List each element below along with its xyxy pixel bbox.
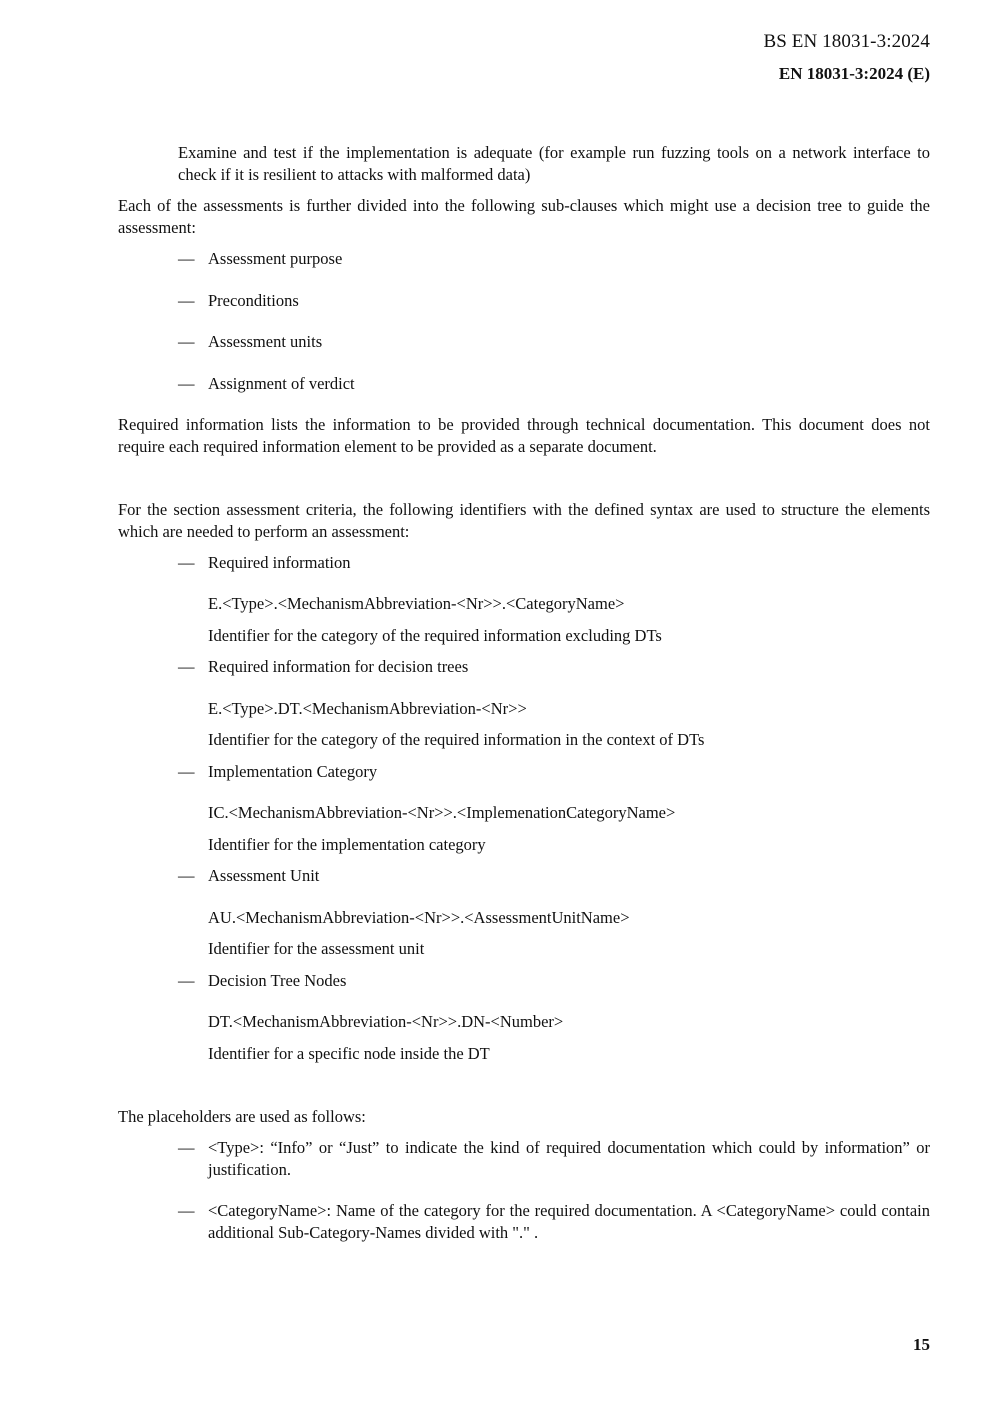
identifier-label xyxy=(178,552,930,574)
paragraph-subclauses-intro: Each of the assessments is further divided into the following sub-clauses which might use a decision tree to guide the assessment: xyxy=(118,196,930,237)
list-item-text: Assessment purpose xyxy=(208,249,343,268)
list-item-text: Preconditions xyxy=(208,291,299,310)
placeholder-text: <CategoryName>: Name of the category for the required documentation. A <CategoryName> could contain additional Sub-Category-Names divided with "." . xyxy=(208,1201,930,1242)
identifier-label-text: Assessment Unit xyxy=(208,866,320,885)
dash-bullet: — xyxy=(178,657,195,676)
dash-bullet: — xyxy=(178,1201,195,1220)
identifier-syntax: AU.<MechanismAbbreviation-<Nr>>.<AssessmentUnitName> xyxy=(208,908,630,927)
indented-paragraph: Examine and test if the implementation is adequate (for example run fuzzing tools on a network interface to check if it is resilient to attacks with malformed data) xyxy=(178,143,930,184)
identifier-label xyxy=(178,865,930,887)
identifier-description: Identifier for the category of the required information excluding DTs xyxy=(208,626,662,645)
list-item-subclause xyxy=(178,331,930,353)
dash-bullet: — xyxy=(178,762,195,781)
dash-bullet: — xyxy=(178,374,195,393)
identifier-description: Identifier for the category of the required information in the context of DTs xyxy=(208,730,705,749)
identifier-label-text: Decision Tree Nodes xyxy=(208,971,347,990)
paragraph-identifiers-intro: For the section assessment criteria, the following identifiers with the defined syntax are used to structure the elements which are needed to perform an assessment: xyxy=(118,500,930,541)
dash-bullet: — xyxy=(178,291,195,310)
identifier-label-text: Required information for decision trees xyxy=(208,657,469,676)
placeholder-text: <Type>: “Info” or “Just” to indicate the kind of required documentation which could by information” or justification. xyxy=(208,1138,930,1179)
identifier-syntax: IC.<MechanismAbbreviation-<Nr>>.<ImplemenationCategoryName> xyxy=(208,803,676,822)
identifier-label xyxy=(178,761,930,783)
page-number: 15 xyxy=(913,1335,930,1354)
identifier-syntax: DT.<MechanismAbbreviation-<Nr>>.DN-<Number> xyxy=(208,1012,564,1031)
list-item-placeholder xyxy=(178,1137,930,1181)
identifier-description: Identifier for the assessment unit xyxy=(208,939,425,958)
list-item-subclause xyxy=(178,373,930,395)
dash-bullet: — xyxy=(178,332,195,351)
identifier-label xyxy=(178,970,930,992)
list-item-placeholder xyxy=(178,1200,930,1244)
paragraph-required-information: Required information lists the information to be provided through technical documentation. This document does not require each required information element to be provided as a separate document. xyxy=(118,415,930,456)
identifier-description: Identifier for a specific node inside the DT xyxy=(208,1044,490,1063)
dash-bullet: — xyxy=(178,971,195,990)
standard-id-subheader: EN 18031-3:2024 (E) xyxy=(778,64,930,83)
identifier-label-text: Required information xyxy=(208,553,351,572)
identifier-label xyxy=(178,656,930,678)
list-item-subclause xyxy=(178,248,930,270)
standard-id-header: BS EN 18031-3:2024 xyxy=(763,31,930,52)
identifier-syntax: E.<Type>.DT.<MechanismAbbreviation-<Nr>> xyxy=(208,699,527,718)
dash-bullet: — xyxy=(178,249,195,268)
identifier-description: Identifier for the implementation category xyxy=(208,835,486,854)
dash-bullet: — xyxy=(178,553,195,572)
paragraph-placeholders-intro: The placeholders are used as follows: xyxy=(118,1107,366,1126)
dash-bullet: — xyxy=(178,1138,195,1157)
dash-bullet: — xyxy=(178,866,195,885)
identifier-syntax: E.<Type>.<MechanismAbbreviation-<Nr>>.<CategoryName> xyxy=(208,594,625,613)
identifier-label-text: Implementation Category xyxy=(208,762,378,781)
list-item-subclause xyxy=(178,290,930,312)
list-item-text: Assessment units xyxy=(208,332,323,351)
list-item-text: Assignment of verdict xyxy=(208,374,355,393)
